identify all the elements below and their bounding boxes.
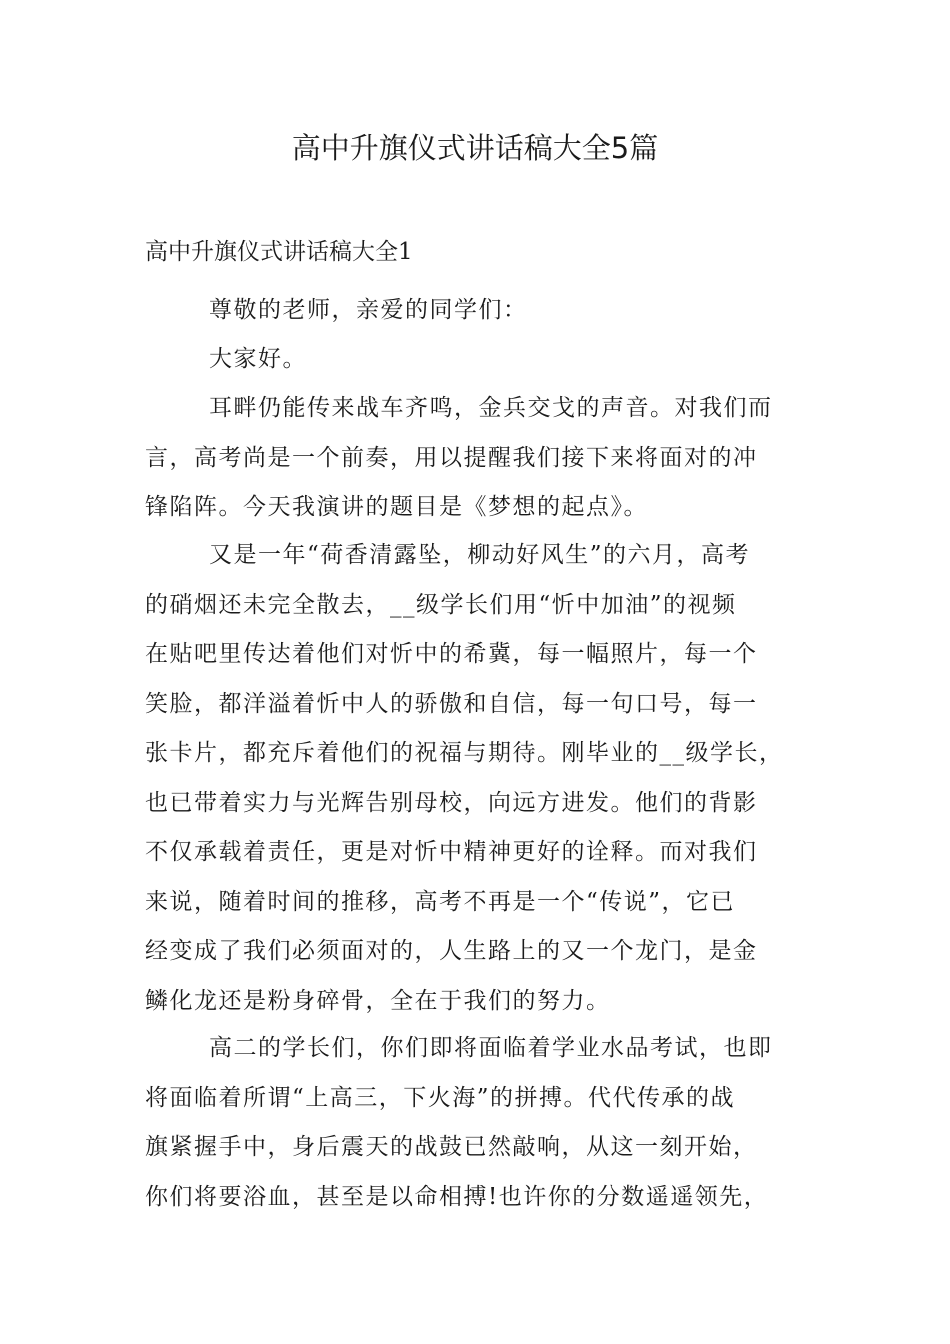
greeting-text: 大家好。	[209, 346, 307, 372]
body-paragraph-3	[145, 1024, 810, 1222]
paragraph-line: 来说，随着时间的推移，高考不再是一个“传说”，它已	[145, 888, 736, 915]
paragraph-line: 高二的学长们，你们即将面临着学业水品考试，也即	[209, 1035, 773, 1061]
paragraph-line: 又是一年“荷香清露坠，柳动好风生”的六月，高考	[209, 542, 751, 568]
paragraph-line: 鳞化龙还是粉身碎骨，全在于我们的努力。	[145, 987, 611, 1014]
paragraph-line: 也已带着实力与光辉告别母校，向远方进发。他们的背影	[145, 789, 758, 816]
paragraph-line: 言，高考尚是一个前奏，用以提醒我们接下来将面对的冲	[145, 444, 758, 471]
paragraph-line: 经变成了我们必须面对的，人生路上的又一个龙门，是金	[145, 938, 758, 964]
paragraph-line: 张卡片，都充斥着他们的祝福与期待。刚毕业的__级学长，	[145, 740, 784, 766]
paragraph-line: 不仅承载着责任，更是对忻中精神更好的诠释。而对我们	[145, 839, 758, 865]
section-heading: 高中升旗仪式讲话稿大全1	[145, 239, 413, 265]
paragraph-line: 你们将要浴血，甚至是以命相搏!也许你的分数遥遥领先，	[145, 1183, 769, 1210]
paragraph-line: 锋陷阵。今天我演讲的题目是《梦想的起点》。	[145, 494, 648, 520]
paragraph-line: 在贴吧里传达着他们对忻中的希冀，每一幅照片，每一个	[145, 641, 758, 667]
paragraph-line: 的硝烟还未完全散去，__级学长们用“忻中加油”的视频	[145, 591, 737, 618]
body-paragraph-1	[145, 384, 810, 533]
salutation-text: 尊敬的老师，亲爱的同学们：	[209, 297, 528, 323]
salutation-paragraph	[145, 286, 810, 336]
greeting-paragraph	[145, 335, 810, 385]
paragraph-line: 旗紧握手中，身后震天的战鼓已然敲响，从这一刻开始，	[145, 1134, 758, 1160]
paragraph-line: 将面临着所谓“上高三，下火海”的拼搏。代代传承的战	[145, 1084, 736, 1111]
paragraph-line: 笑脸，都洋溢着忻中人的骄傲和自信，每一句口号，每一	[145, 690, 758, 717]
document-title: 高中升旗仪式讲话稿大全5篇	[291, 131, 659, 165]
body-paragraph-2	[145, 531, 810, 1026]
paragraph-line: 耳畔仍能传来战车齐鸣，金兵交戈的声音。对我们而	[209, 395, 773, 421]
